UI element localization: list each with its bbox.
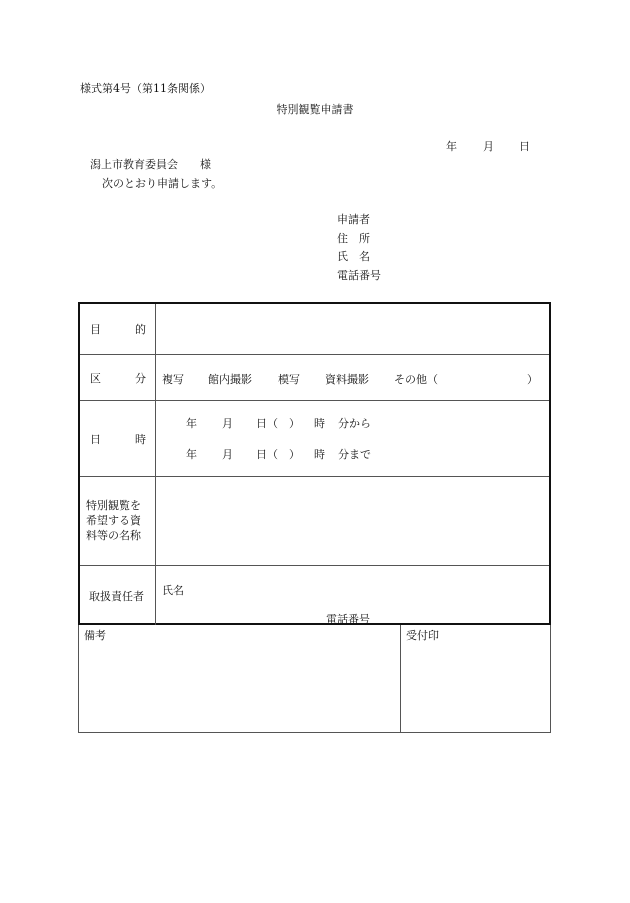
datetime-row (80, 401, 549, 477)
option-tracing[interactable]: 模写 (278, 373, 300, 386)
materials-label-line: 特別観覧を (86, 499, 141, 512)
applicant-heading: 申請者 (337, 213, 370, 226)
option-other-close: ） (527, 373, 538, 386)
reception-stamp-cell (401, 625, 550, 732)
purpose-label-a: 目 (90, 323, 101, 336)
option-copy[interactable]: 複写 (162, 373, 184, 386)
option-other[interactable]: その他（ (394, 373, 438, 386)
category-label-b: 分 (135, 371, 146, 385)
addressee (90, 156, 211, 172)
category-field[interactable] (156, 355, 549, 400)
purpose-field[interactable] (156, 304, 549, 354)
to-year: 年 (186, 448, 197, 461)
to-hour: 時 (314, 448, 325, 461)
intro-text: 次のとおり申請します。 (102, 177, 223, 190)
from-year: 年 (186, 417, 197, 430)
from-hour: 時 (314, 417, 325, 430)
applicant-name-label: 氏 名 (337, 250, 370, 263)
materials-label-line: 料等の名称 (86, 529, 141, 542)
materials-label-line: 希望する資 (86, 514, 141, 527)
category-label-a: 区 (90, 371, 101, 385)
day-label: 日 (519, 140, 530, 153)
datetime-field[interactable] (156, 401, 549, 476)
applicant-block (337, 211, 381, 285)
document-title: 特別観覧申請書 (276, 103, 354, 116)
month-label: 月 (483, 140, 494, 153)
applicant-address-label: 住 所 (337, 231, 370, 245)
handler-label: 取扱責任者 (89, 589, 144, 603)
honorific: 様 (200, 158, 211, 171)
remarks-cell[interactable] (79, 625, 401, 732)
form-reference: 様式第4号（第11条関係） (80, 82, 211, 95)
from-day: 日（ ） (256, 417, 300, 430)
option-material-photo[interactable]: 資料撮影 (325, 373, 369, 386)
remarks-label: 備考 (84, 629, 106, 642)
purpose-row (80, 304, 549, 355)
datetime-label-cell (80, 401, 156, 476)
materials-label (86, 498, 141, 543)
purpose-label-b: 的 (135, 323, 146, 336)
materials-field[interactable] (156, 477, 549, 565)
date-line (446, 138, 530, 154)
handler-phone-label: 電話番号 (326, 613, 370, 626)
option-in-house-photo[interactable]: 館内撮影 (208, 373, 252, 386)
from-month: 月 (222, 417, 233, 430)
category-label-cell (80, 355, 156, 400)
to-suffix: 分まで (338, 448, 371, 461)
from-suffix: 分から (338, 417, 371, 430)
bottom-table (78, 625, 551, 733)
datetime-label-b: 時 (135, 432, 146, 446)
datetime-label-a: 日 (90, 432, 101, 446)
applicant-phone-label: 電話番号 (337, 268, 381, 282)
to-month: 月 (222, 448, 233, 461)
materials-label-cell (80, 477, 156, 565)
purpose-label-cell (80, 304, 156, 354)
handler-label-cell (80, 566, 156, 625)
handler-row (80, 566, 549, 625)
category-row (80, 355, 549, 401)
handler-field[interactable] (156, 566, 549, 625)
reception-stamp-label: 受付印 (406, 629, 439, 642)
application-table (78, 302, 551, 625)
to-day: 日（ ） (256, 448, 300, 461)
year-label: 年 (446, 140, 457, 153)
materials-row (80, 477, 549, 566)
handler-name-label: 氏名 (162, 584, 184, 597)
addressee-name: 潟上市教育委員会 (90, 158, 178, 171)
